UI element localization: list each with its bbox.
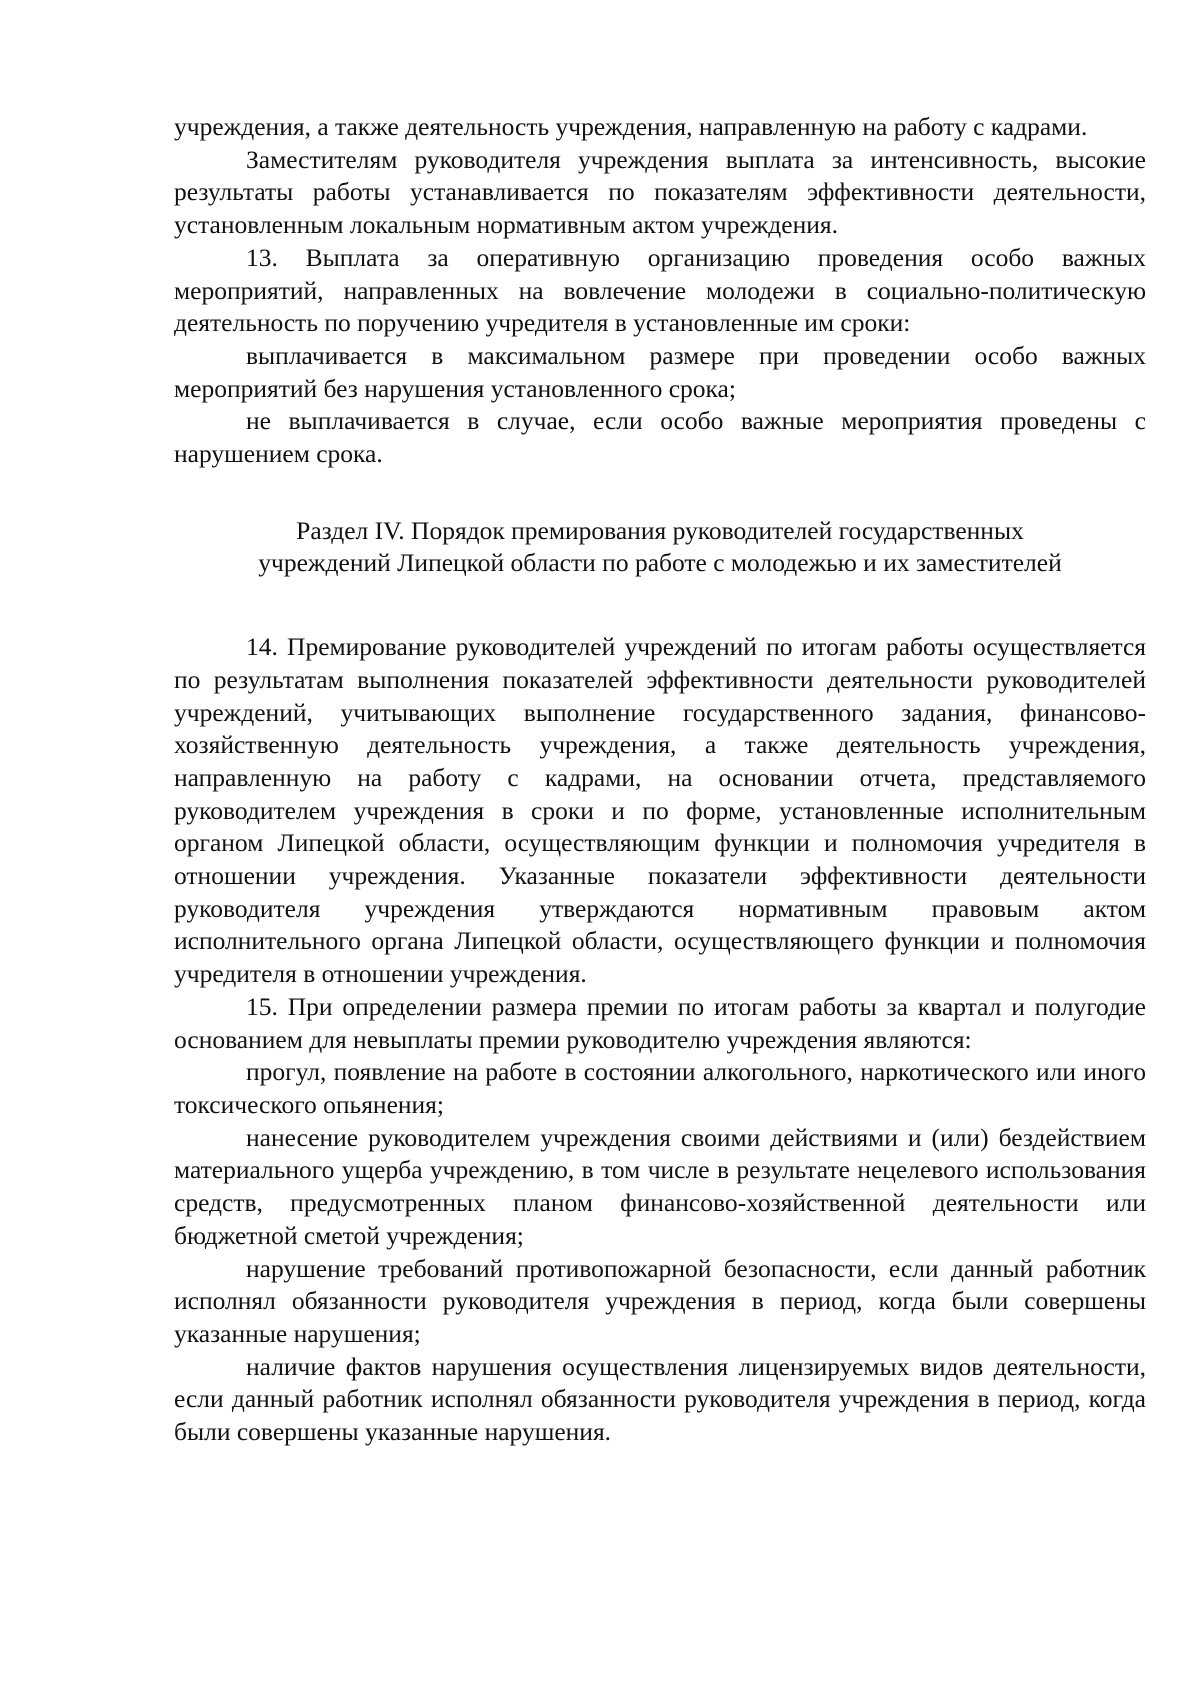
paragraph-continuation: учреждения, а также деятельность учреждения, направленную на работу с кадрами.: [174, 112, 1088, 141]
paragraph-item-15: 15. При определении размера премии по итогам работы за квартал и полугодие основанием для невыплаты премии руководителю учреждения являются:: [174, 991, 1146, 1054]
paragraph-item-15-absence: прогул, появление на работе в состоянии алкогольного, наркотического или иного токсического опьянения;: [174, 1057, 1146, 1119]
paragraph-item-13-paid: выплачивается в максимальном размере при проведении особо важных мероприятий без нарушения установленного срока;: [174, 340, 1146, 403]
paragraph-item-14: 14. Премирование руководителей учреждений по итогам работы осуществляется по результатам выполнения показателей эффективности деятельности руководителей учреждений, учитывающих выполнение государственного задания, финансово-хозяйственную деятельность учреждения, а также деятельность учреждения, направленную на работу с кадрами, на основании отчета, представляемого руководителем учреждения в сроки и по форме, установленные исполнительным органом Липецкой области, осуществляющим функции и полномочия учредителя в отношении учреждения. Указанные показатели эффективности деятельности руководителя учреждения утверждаются нормативным правовым актом исполнительного органа Липецкой области, осуществляющего функции и полномочия учредителя в отношении учреждения.: [174, 632, 1146, 989]
section-heading: [174, 515, 1146, 580]
paragraph-deputies-bonus: Заместителям руководителя учреждения выплата за интенсивность, высокие результаты работы устанавливается по показателям эффективности деятельности, установленным локальным нормативным актом учреждения.: [174, 144, 1146, 240]
paragraph-item-15-fire-safety: нарушение требований противопожарной безопасности, если данный работник исполнял обязанности руководителя учреждения в период, когда были совершены указанные нарушения;: [174, 1253, 1146, 1348]
paragraph-item-13-not-paid: не выплачивается в случае, если особо важные мероприятия проведены с нарушением срока.: [174, 406, 1146, 469]
section-heading-line-1: Раздел IV. Порядок премирования руководителей государственных: [296, 515, 1024, 545]
paragraph-item-15-damage: нанесение руководителем учреждения своими действиями и (или) бездействием материального ущерба учреждению, в том числе в результате нецелевого использования средств, предусмотренных планом финансово-хозяйственной деятельности или бюджетной сметой учреждения;: [174, 1122, 1146, 1250]
paragraph-item-13: 13. Выплата за оперативную организацию проведения особо важных мероприятий, направленных на вовлечение молодежи в социально-политическую деятельность по поручению учредителя в установленные им сроки:: [174, 242, 1146, 338]
document-page: [174, 111, 1146, 1449]
section-heading-line-2: учреждений Липецкой области по работе с молодежью и их заместителей: [258, 548, 1062, 578]
paragraph-item-15-licensing: наличие фактов нарушения осуществления лицензируемых видов деятельности, если данный работник исполнял обязанности руководителя учреждения в период, когда были совершены указанные нарушения.: [174, 1351, 1146, 1447]
